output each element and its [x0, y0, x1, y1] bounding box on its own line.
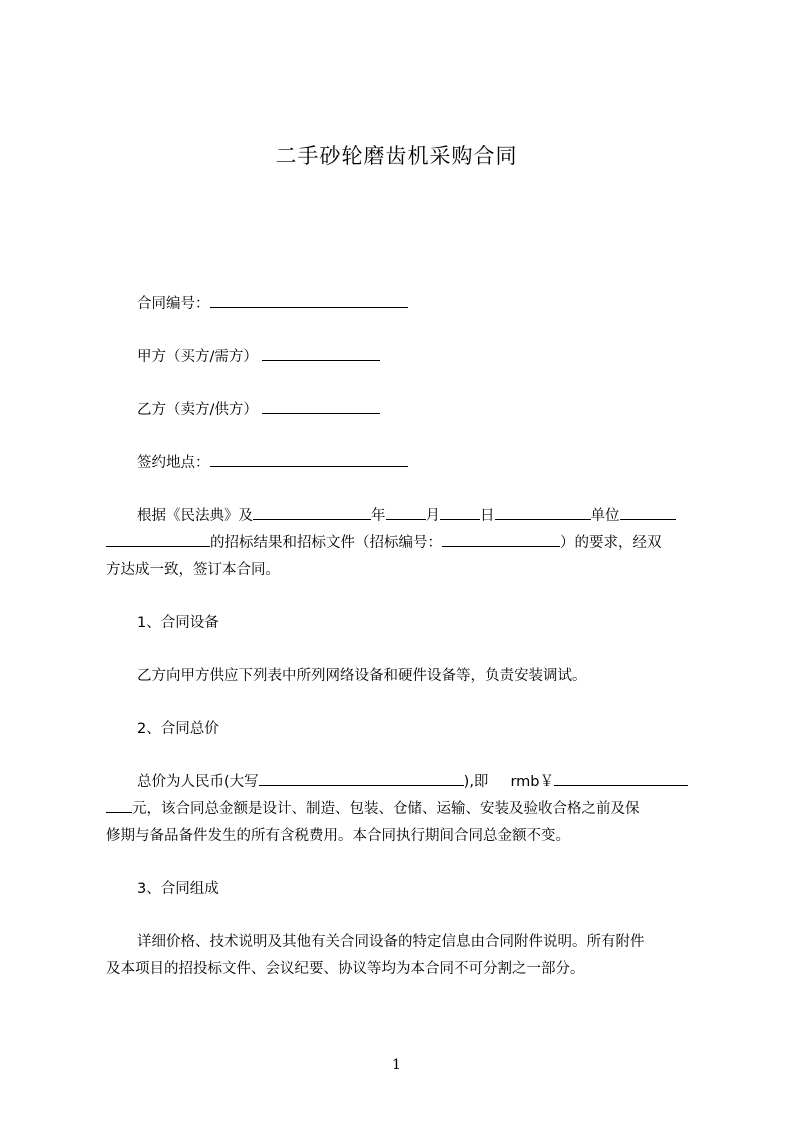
section-1-body: 乙方向甲方供应下列表中所列网络设备和硬件设备等，负责安装调试。 — [137, 668, 587, 684]
amount-figures-blank-continued — [106, 798, 132, 813]
section-2-text: 元，该合同总金额是设计、制造、包装、仓储、运输、安装及验收合格之前及保 — [132, 801, 640, 817]
section-3-line-1: 详细价格、技术说明及其他有关合同设备的特定信息由合同附件说明。所有附件 — [137, 934, 645, 950]
preamble-line-1 — [137, 504, 676, 525]
signing-place-label: 签约地点： — [137, 455, 210, 471]
unit-blank — [620, 505, 676, 520]
preamble-text: 方达成一致，签订本合同。 — [106, 562, 280, 578]
section-2-text: 总价为人民币(大写 — [137, 774, 259, 790]
section-2-heading: 2、合同总价 — [137, 721, 219, 737]
unit-blank-continued — [106, 532, 210, 547]
year-label: 年 — [371, 508, 386, 524]
preamble-line-3 — [106, 558, 280, 579]
month-label: 月 — [425, 508, 440, 524]
section-2-text: 修期与备品备件发生的所有含税费用。本合同执行期间合同总金额不变。 — [106, 828, 570, 844]
preamble-text: ）的要求，经双 — [560, 535, 662, 551]
section-3-heading: 3、合同组成 — [137, 881, 219, 897]
page-number: 1 — [392, 1057, 401, 1073]
signing-place-line — [137, 451, 408, 472]
unit-label: 单位 — [590, 508, 620, 524]
section-2-line-3 — [106, 824, 570, 845]
year-blank — [253, 505, 371, 520]
party-b-line — [137, 398, 380, 419]
tender-number-blank — [442, 532, 560, 547]
section-2-line-1 — [137, 770, 688, 791]
preamble-text: 根据《民法典》及 — [137, 508, 253, 524]
amount-figures-blank — [554, 771, 688, 786]
section-3-line-2: 及本项目的招投标文件、会议纪要、协议等均为本合同不可分割之一部分。 — [106, 961, 585, 977]
party-b-blank — [262, 399, 380, 414]
section-2-line-2 — [106, 797, 640, 818]
section-1-heading: 1、合同设备 — [137, 615, 219, 631]
section-2-text: ),即 — [463, 774, 489, 790]
party-b-label: 乙方（卖方/供方） — [137, 402, 258, 418]
signing-place-blank — [210, 452, 408, 467]
party-a-line — [137, 345, 380, 366]
contract-number-blank — [210, 293, 408, 308]
preamble-line-2 — [106, 531, 662, 552]
contract-number-label: 合同编号： — [137, 296, 210, 312]
party-a-blank — [262, 346, 380, 361]
party-a-label: 甲方（买方/需方） — [137, 349, 258, 365]
month-blank — [386, 505, 426, 520]
contract-number-line — [137, 292, 408, 313]
document-title: 二手砂轮磨齿机采购合同 — [275, 144, 518, 168]
day-blank — [440, 505, 480, 520]
amount-words-blank — [259, 771, 464, 786]
day-label: 日 — [480, 508, 495, 524]
rmb-label: rmb￥ — [510, 774, 554, 790]
preamble-text: 的招标结果和招标文件（招标编号： — [210, 535, 442, 551]
date-blank — [495, 505, 591, 520]
